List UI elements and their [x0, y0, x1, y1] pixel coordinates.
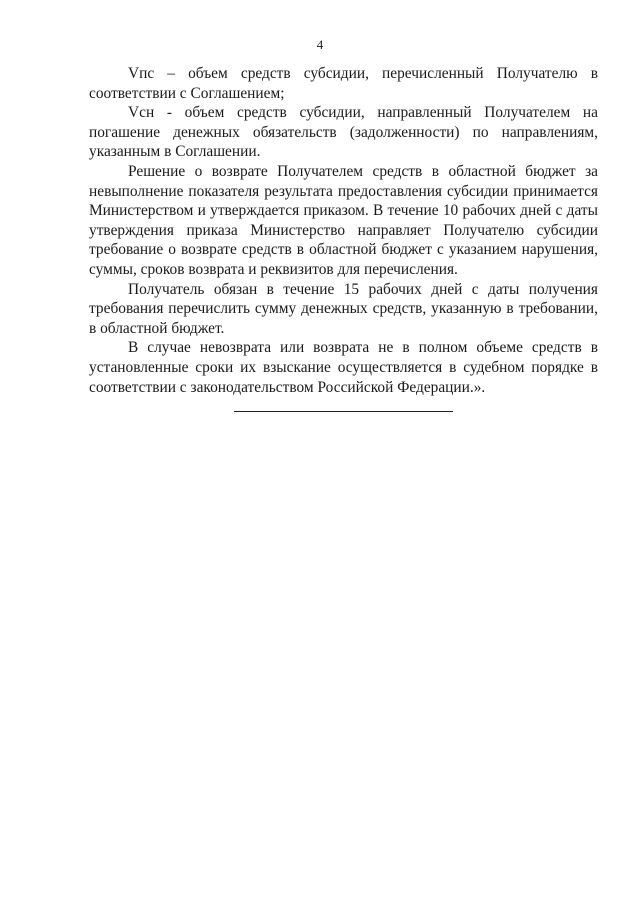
- paragraph-vps-definition: Vпс – объем средств субсидии, перечисленный Получателю в соответствии с Соглашением;: [89, 65, 598, 102]
- paragraph-return-decision: Решение о возврате Получателем средств в областной бюджет за невыполнение показателя результата предоставления субсидии принимается Министерством и утверждается приказом. В течение 10 рабочих дней с даты утверждения приказа Министерство направляет Получателю субсидии требование о возврате средств в областной бюджет с указанием нарушения, суммы, сроков возврата и реквизитов для перечисления.: [89, 162, 598, 278]
- document-body: [89, 64, 598, 397]
- page-number: 4: [316, 37, 324, 52]
- paragraph-non-return-recovery: В случае невозврата или возврата не в полном объеме средств в установленные сроки их взыскание осуществляется в судебном порядке в соответствии с законодательством Российской Федерации.».: [89, 339, 598, 396]
- closing-divider-line: [234, 411, 453, 412]
- paragraph-recipient-obligation: Получатель обязан в течение 15 рабочих дней с даты получения требования перечислить сумму денежных средств, указанную в требовании, в областной бюджет.: [89, 280, 598, 337]
- paragraph-vsn-definition: Vсн - объем средств субсидии, направленный Получателем на погашение денежных обязательств (задолженности) по направлениям, указанным в Соглашении.: [89, 104, 598, 161]
